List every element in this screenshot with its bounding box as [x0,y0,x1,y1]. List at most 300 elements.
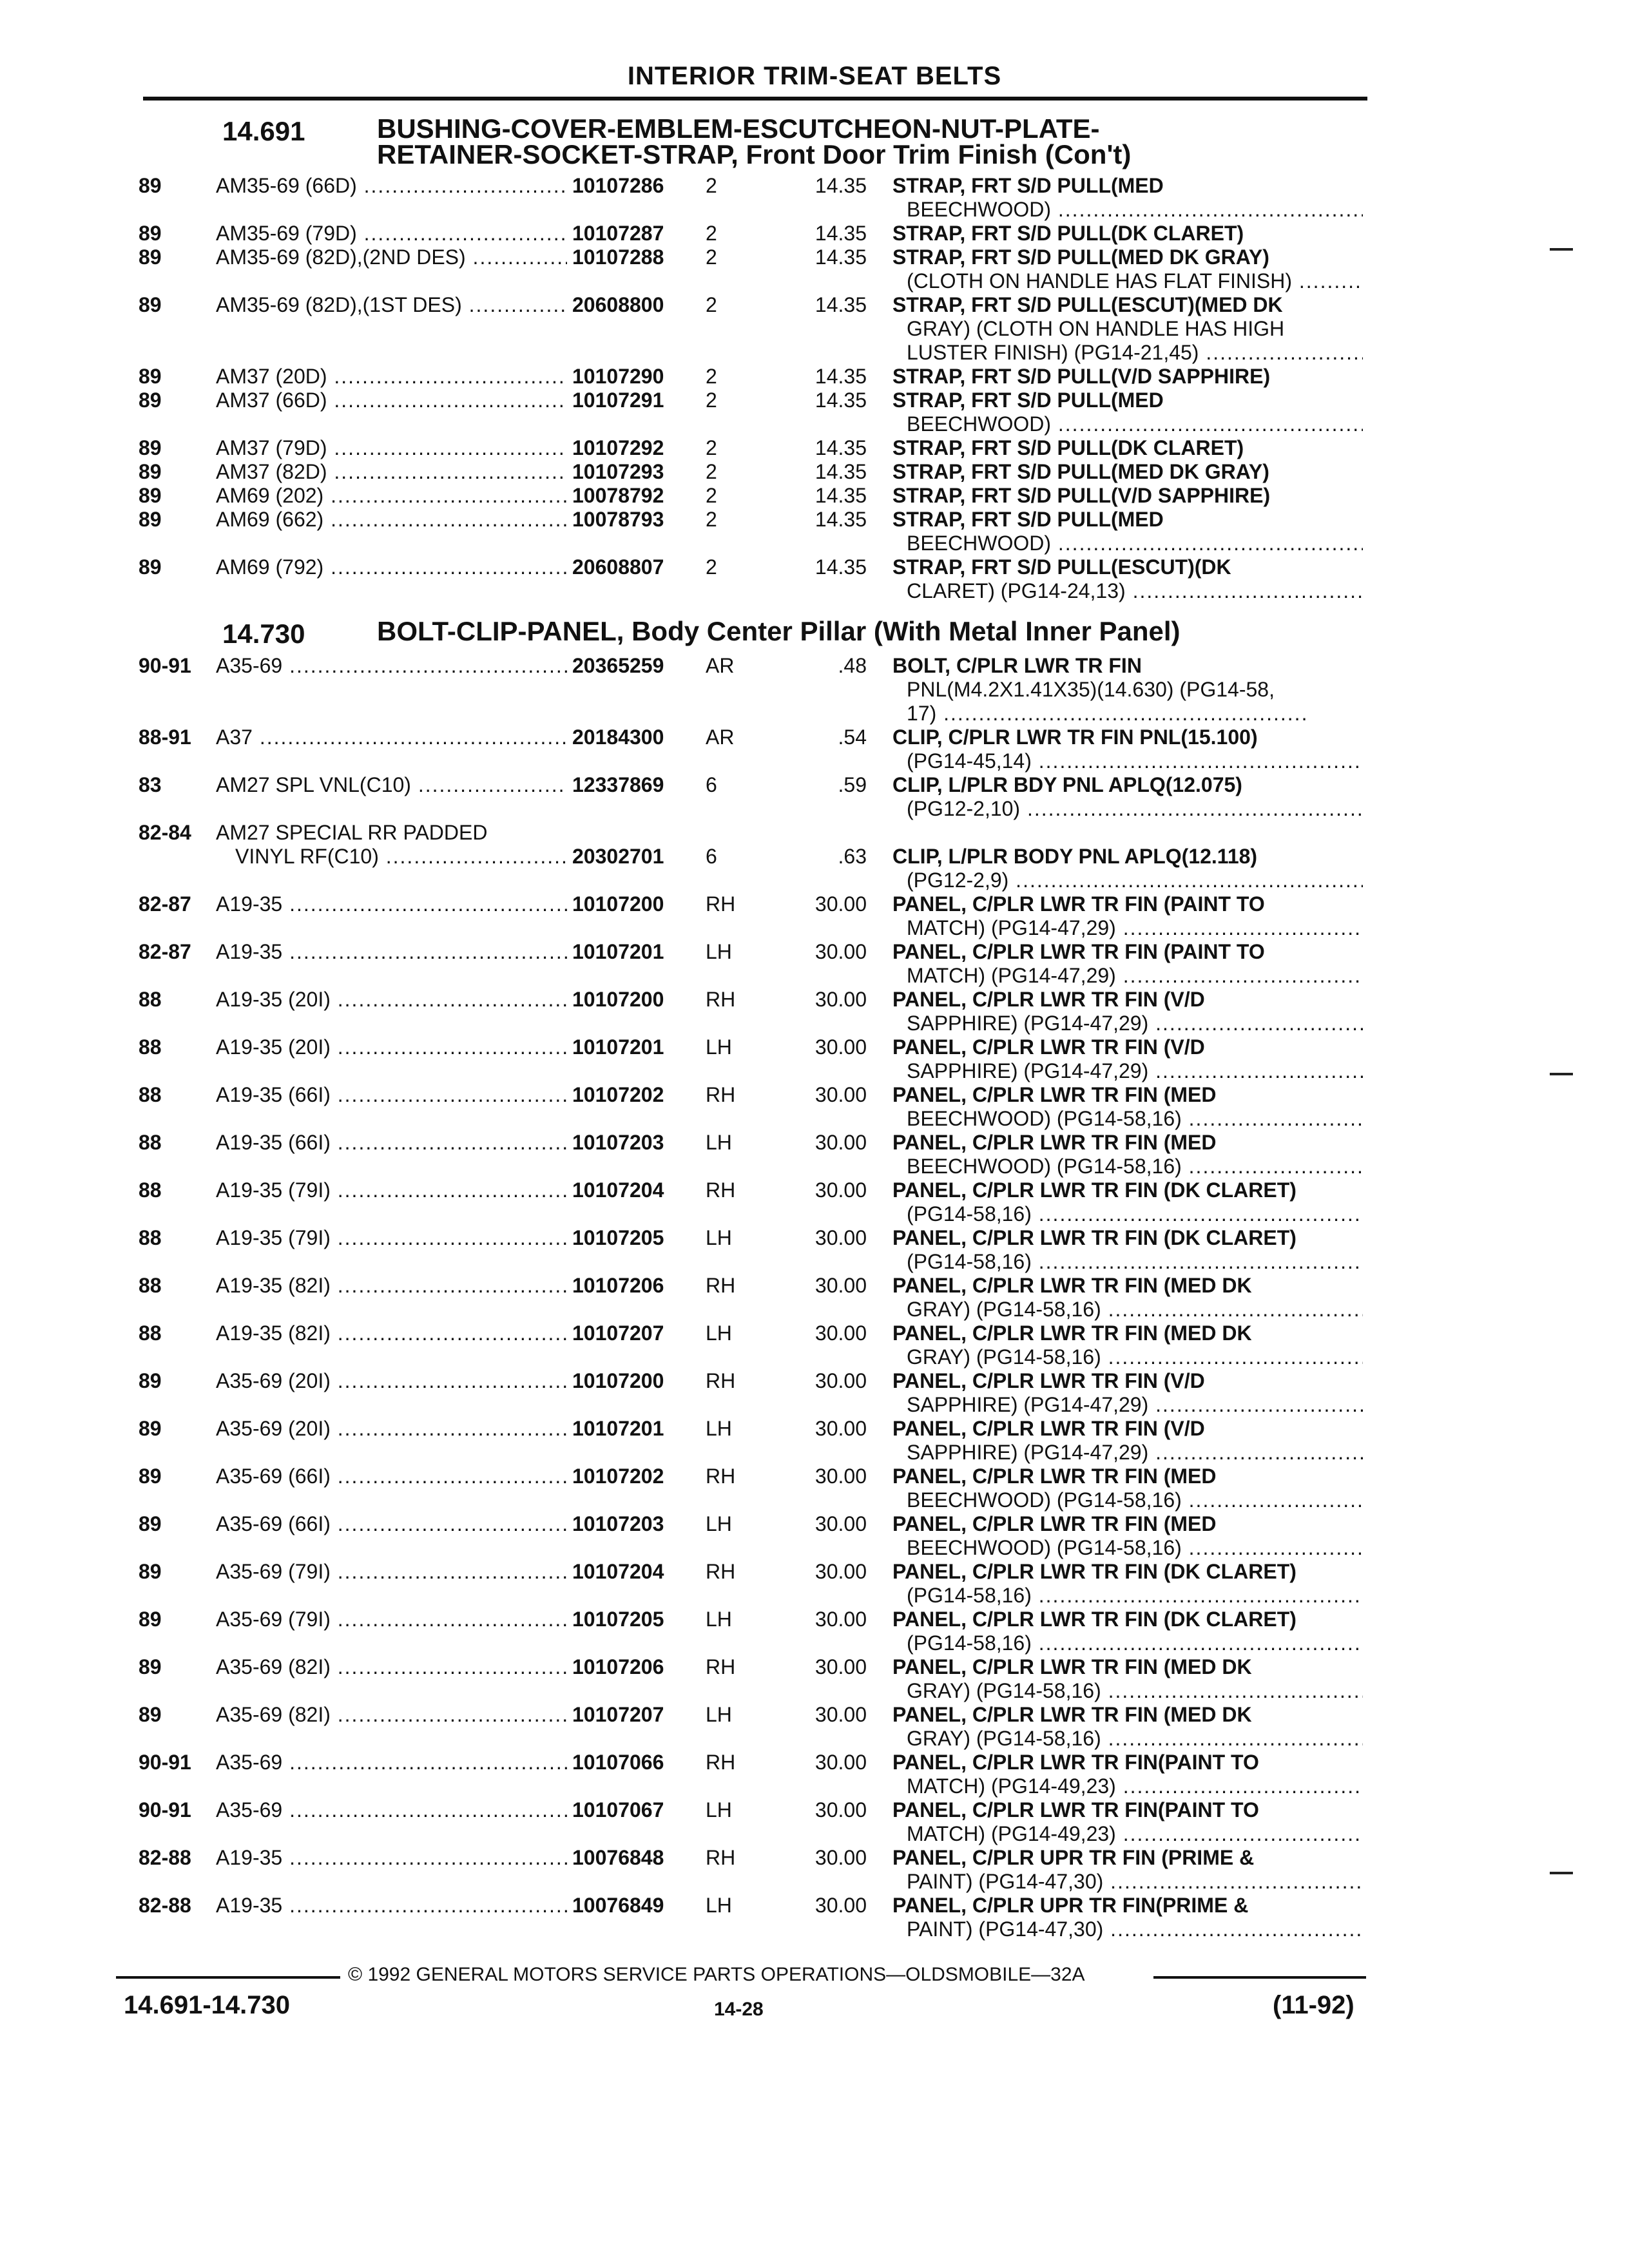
description-line: GRAY) (CLOTH ON HANDLE HAS HIGH [907,317,1285,340]
description-line: (PG12-2,10) ..... [892,797,1363,821]
model-year: 89 [139,460,162,483]
model-year: 89 [139,1560,162,1583]
header-rule [143,97,1367,101]
part-description [892,1465,1363,1512]
part-number: 10107200 [572,988,664,1011]
model-code [216,1083,567,1107]
section-title-line: BUSHING-COVER-EMBLEM-ESCUTCHEON-NUT-PLATE- [377,113,1100,144]
model-code [216,1608,567,1631]
margin-mark [1550,1872,1573,1874]
quantity: RH [706,1465,736,1488]
model-code-line: AM35-69 (82D),(2ND DES) ..... [216,245,567,269]
model-code [216,1846,567,1870]
description-line: SAPPHIRE) (PG14-47,29) ..... [892,1441,1363,1465]
part-number: 10107067 [572,1798,664,1821]
model-code-line: A19-35 (79I) ..... [216,1178,567,1202]
description-line: (PG14-58,16) ..... [892,1202,1363,1226]
model-code [216,1894,567,1917]
part-description [892,1178,1363,1226]
part-number: 20608807 [572,555,664,579]
part-description [892,245,1363,293]
model-year: 82-87 [139,940,191,963]
price: 14.35 [815,508,867,531]
model-code [216,1131,567,1155]
section-number: 14.691 [222,116,305,146]
quantity: 2 [706,484,717,507]
quantity: 2 [706,389,717,412]
model-code-line: A35-69 (20I) ..... [216,1369,567,1393]
section-title [377,113,1132,169]
model-year: 89 [139,1512,162,1535]
quantity: RH [706,1846,736,1869]
model-code [216,773,567,797]
price: 30.00 [815,1608,867,1631]
price: .63 [838,845,867,868]
model-year: 88 [139,1226,162,1249]
model-code [216,1178,567,1202]
model-code [216,988,567,1012]
description-line: SAPPHIRE) (PG14-47,29) ..... [892,1012,1363,1035]
model-code [216,365,567,389]
part-number: 10107202 [572,1465,664,1488]
quantity: RH [706,1655,736,1678]
description-line: (PG14-58,16) ..... [892,1631,1363,1655]
part-description [892,1751,1363,1798]
model-year: 88 [139,1274,162,1297]
part-description [892,1512,1363,1560]
quantity: LH [706,1417,732,1440]
model-year: 82-88 [139,1894,191,1917]
description-line: BEECHWOOD) (PG14-58,16) ..... [892,1536,1363,1560]
model-code-line: A35-69 (66I) ..... [216,1512,567,1536]
section-title-line: BOLT-CLIP-PANEL, Body Center Pillar (With Metal Inner Panel) [377,616,1181,646]
model-code-line: AM37 (20D) ..... [216,365,567,389]
quantity: 2 [706,293,717,316]
model-code [216,1226,567,1250]
price: 30.00 [815,1655,867,1678]
description-line: STRAP, FRT S/D PULL(MED DK GRAY) [892,460,1269,483]
model-year: 89 [139,174,162,197]
description-line: PANEL, C/PLR LWR TR FIN (MED DK [892,1274,1252,1297]
model-year: 89 [139,1608,162,1631]
description-line: MATCH) (PG14-49,23) ..... [892,1774,1363,1798]
part-number: 20608800 [572,293,664,316]
quantity: 2 [706,460,717,483]
model-code-line: AM69 (202) ..... [216,484,567,508]
model-code-line: A35-69 ..... [216,654,567,678]
description-line: GRAY) (PG14-58,16) ..... [892,1679,1363,1703]
price: 14.35 [815,293,867,316]
part-number: 10107202 [572,1083,664,1106]
model-code [216,940,567,964]
price: 30.00 [815,1321,867,1345]
description-line: PANEL, C/PLR LWR TR FIN (MED [892,1131,1217,1154]
description-line: (PG14-45,14) ..... [892,749,1363,773]
quantity: RH [706,1560,736,1583]
quantity: LH [706,1608,732,1631]
price: 14.35 [815,174,867,197]
model-code [216,1798,567,1822]
description-line: PANEL, C/PLR LWR TR FIN (MED DK [892,1703,1252,1726]
model-year: 89 [139,1703,162,1726]
model-year: 88-91 [139,726,191,749]
model-code-line: A37 ..... [216,726,567,749]
quantity: RH [706,1751,736,1774]
part-number: 10107286 [572,174,664,197]
part-number: 10107291 [572,389,664,412]
description-line: BOLT, C/PLR LWR TR FIN [892,654,1142,677]
part-number: 10076849 [572,1894,664,1917]
model-code [216,245,567,269]
price: 30.00 [815,1751,867,1774]
description-line: PANEL, C/PLR LWR TR FIN (V/D [892,1035,1205,1059]
quantity: RH [706,1274,736,1297]
description-line: BEECHWOOD) ..... [892,412,1363,436]
quantity: RH [706,892,736,916]
price: 30.00 [815,1846,867,1869]
model-code [216,1321,567,1345]
description-line: PANEL, C/PLR LWR TR FIN (V/D [892,1417,1205,1440]
section-title-line: RETAINER-SOCKET-STRAP, Front Door Trim Finish (Con't) [377,139,1132,169]
model-code [216,1560,567,1584]
part-description [892,892,1363,940]
model-year: 89 [139,1655,162,1678]
part-description [892,1798,1363,1846]
price: 30.00 [815,1560,867,1583]
price: 14.35 [815,484,867,507]
model-code-line: A19-35 (82I) ..... [216,1274,567,1298]
description-line: PANEL, C/PLR LWR TR FIN (MED DK [892,1321,1252,1345]
model-code-line: AM35-69 (82D),(1ST DES) ..... [216,293,567,317]
part-number: 10078792 [572,484,664,507]
model-year: 82-87 [139,892,191,916]
quantity: 2 [706,436,717,459]
price: .48 [838,654,867,677]
quantity: 2 [706,245,717,269]
part-description [892,389,1363,436]
model-code [216,174,567,198]
quantity: LH [706,1226,732,1249]
model-code-line: A35-69 (20I) ..... [216,1417,567,1441]
price: 14.35 [815,555,867,579]
model-code-line: A35-69 (66I) ..... [216,1465,567,1488]
model-code [216,1512,567,1536]
model-year: 89 [139,222,162,245]
description-line: LUSTER FINISH) (PG14-21,45) ..... [892,341,1363,365]
description-line: PANEL, C/PLR UPR TR FIN(PRIME & [892,1894,1249,1917]
description-line: STRAP, FRT S/D PULL(V/D SAPPHIRE) [892,365,1271,388]
description-line: STRAP, FRT S/D PULL(DK CLARET) [892,436,1244,459]
description-line: PNL(M4.2X1.41X35)(14.630) (PG14-58, [907,678,1275,701]
model-code [216,1655,567,1679]
quantity: LH [706,940,732,963]
model-year: 82-88 [139,1846,191,1869]
quantity: LH [706,1894,732,1917]
part-number: 20184300 [572,726,664,749]
model-code-line: A35-69 (79I) ..... [216,1560,567,1584]
model-code-line: A35-69 (82I) ..... [216,1655,567,1679]
part-description [892,1131,1363,1178]
part-number: 10076848 [572,1846,664,1869]
model-code [216,654,567,678]
model-code-line: AM27 SPL VNL(C10) ..... [216,773,567,797]
description-line: PANEL, C/PLR LWR TR FIN(PAINT TO [892,1798,1259,1821]
description-line: BEECHWOOD) ..... [892,532,1363,555]
part-description [892,726,1363,773]
price: 14.35 [815,365,867,388]
part-description [892,1417,1363,1465]
model-year: 88 [139,1178,162,1202]
margin-mark [1550,1073,1573,1075]
description-line: GRAY) (PG14-58,16) ..... [892,1298,1363,1321]
model-code [216,222,567,245]
price: 30.00 [815,1417,867,1440]
price: 30.00 [815,1512,867,1535]
model-code [216,555,567,579]
part-description [892,365,1363,389]
part-description [892,1369,1363,1417]
description-line: CLARET) (PG14-24,13) ..... [892,579,1363,603]
description-line: PANEL, C/PLR LWR TR FIN (V/D [892,1369,1205,1392]
model-code-line: A19-35 ..... [216,1894,567,1917]
part-number: 10107201 [572,1035,664,1059]
description-line: SAPPHIRE) (PG14-47,29) ..... [892,1059,1363,1083]
model-code [216,293,567,317]
price: 30.00 [815,1131,867,1154]
part-number: 10107203 [572,1512,664,1535]
model-year: 89 [139,389,162,412]
model-year: 89 [139,1465,162,1488]
description-line: CLIP, L/PLR BODY PNL APLQ(12.118) [892,845,1258,868]
model-year: 83 [139,773,162,796]
model-code-line: A35-69 (79I) ..... [216,1608,567,1631]
description-line: CLIP, C/PLR LWR TR FIN PNL(15.100) [892,726,1258,749]
part-number: 10107292 [572,436,664,459]
description-line: BEECHWOOD) (PG14-58,16) ..... [892,1488,1363,1512]
price: 30.00 [815,1178,867,1202]
footer-section-range: 14.691-14.730 [124,1991,291,2019]
part-description [892,940,1363,988]
model-code-line: AM37 (66D) ..... [216,389,567,412]
model-year: 88 [139,1083,162,1106]
quantity: 2 [706,555,717,579]
model-code-line: A19-35 (20I) ..... [216,1035,567,1059]
model-code-line: VINYL RF(C10) ..... [216,845,567,869]
page-title: INTERIOR TRIM-SEAT BELTS [627,62,1002,90]
model-code-line: A35-69 ..... [216,1798,567,1822]
quantity: 2 [706,365,717,388]
model-year: 88 [139,1131,162,1154]
model-code [216,1703,567,1727]
margin-mark [1550,248,1573,251]
quantity: LH [706,1512,732,1535]
description-line: STRAP, FRT S/D PULL(MED [892,389,1164,412]
quantity: RH [706,1369,736,1392]
part-description [892,1894,1363,1941]
quantity: RH [706,988,736,1011]
model-code-line: A19-35 (20I) ..... [216,988,567,1012]
section-title [377,616,1181,646]
part-description [892,1321,1363,1369]
price: 14.35 [815,389,867,412]
model-code-line: AM35-69 (79D) ..... [216,222,567,245]
price: 14.35 [815,222,867,245]
quantity: 6 [706,773,717,796]
part-number: 10107066 [572,1751,664,1774]
part-description [892,1703,1363,1751]
price: 30.00 [815,1035,867,1059]
description-line: STRAP, FRT S/D PULL(MED [892,508,1164,531]
description-line: MATCH) (PG14-47,29) ..... [892,916,1363,940]
model-year: 89 [139,484,162,507]
price: 30.00 [815,988,867,1011]
footer-date: (11-92) [1273,1991,1354,2019]
description-line: GRAY) (PG14-58,16) ..... [892,1345,1363,1369]
part-description [892,1226,1363,1274]
quantity: 2 [706,222,717,245]
model-code [216,389,567,412]
quantity: 2 [706,508,717,531]
description-line: CLIP, L/PLR BDY PNL APLQ(12.075) [892,773,1242,796]
model-code-line: AM35-69 (66D) ..... [216,174,567,198]
part-description [892,484,1363,508]
part-number: 10107204 [572,1178,664,1202]
part-description [892,1846,1363,1894]
description-line: PANEL, C/PLR UPR TR FIN (PRIME & [892,1846,1255,1869]
part-description [892,1608,1363,1655]
part-description [892,1274,1363,1321]
part-number: 10107290 [572,365,664,388]
part-description [892,222,1363,245]
model-code-line: A19-35 (79I) ..... [216,1226,567,1250]
price: 30.00 [815,1083,867,1106]
price: 30.00 [815,1226,867,1249]
price: .54 [838,726,867,749]
description-line: PANEL, C/PLR LWR TR FIN (V/D [892,988,1205,1011]
footer-rule-left [116,1976,340,1979]
price: 30.00 [815,892,867,916]
description-line: (PG12-2,9) ..... [892,869,1363,892]
description-line: STRAP, FRT S/D PULL(DK CLARET) [892,222,1244,245]
part-number: 20302701 [572,845,664,868]
model-code-line: A19-35 (66I) ..... [216,1083,567,1107]
part-number: 10107201 [572,1417,664,1440]
model-code [216,436,567,460]
footer-copyright: © 1992 GENERAL MOTORS SERVICE PARTS OPERATIONS—OLDSMOBILE—32A [348,1964,1085,1985]
model-code-line: A19-35 (82I) ..... [216,1321,567,1345]
model-year: 88 [139,1321,162,1345]
price: 14.35 [815,245,867,269]
description-line: PANEL, C/PLR LWR TR FIN (MED [892,1512,1217,1535]
description-line: PANEL, C/PLR LWR TR FIN (MED DK [892,1655,1252,1678]
model-code-line: A35-69 (82I) ..... [216,1703,567,1727]
description-line: MATCH) (PG14-49,23) ..... [892,1822,1363,1846]
part-number: 10107288 [572,245,664,269]
part-description [892,293,1363,365]
description-line: PANEL, C/PLR LWR TR FIN (PAINT TO [892,892,1265,916]
model-code-line: A19-35 ..... [216,1846,567,1870]
part-number: 10107207 [572,1703,664,1726]
description-line: (CLOTH ON HANDLE HAS FLAT FINISH) ..... [892,269,1363,293]
price: 30.00 [815,940,867,963]
model-year: 89 [139,555,162,579]
part-number: 10078793 [572,508,664,531]
price: .59 [838,773,867,796]
part-number: 10107206 [572,1274,664,1297]
quantity: RH [706,1083,736,1106]
model-year: 89 [139,245,162,269]
model-year: 90-91 [139,654,191,677]
quantity: LH [706,1703,732,1726]
price: 30.00 [815,1798,867,1821]
model-year: 89 [139,1417,162,1440]
model-year: 89 [139,436,162,459]
model-code-line: A19-35 ..... [216,940,567,964]
description-line: PANEL, C/PLR LWR TR FIN(PAINT TO [892,1751,1259,1774]
model-year: 89 [139,365,162,388]
part-description [892,988,1363,1035]
part-number: 10107200 [572,1369,664,1392]
part-number: 10107205 [572,1608,664,1631]
price: 30.00 [815,1703,867,1726]
description-line: SAPPHIRE) (PG14-47,29) ..... [892,1393,1363,1417]
model-code [216,726,567,749]
description-line: PANEL, C/PLR LWR TR FIN (MED [892,1083,1217,1106]
part-description [892,1083,1363,1131]
model-code-line: AM37 (79D) ..... [216,436,567,460]
description-line: PANEL, C/PLR LWR TR FIN (DK CLARET) [892,1226,1296,1249]
price: 30.00 [815,1465,867,1488]
model-code [216,460,567,484]
model-year: 89 [139,293,162,316]
description-line: STRAP, FRT S/D PULL(ESCUT)(MED DK [892,293,1283,316]
model-code [216,1035,567,1059]
model-code-line: A35-69 ..... [216,1751,567,1774]
quantity: AR [706,726,735,749]
description-line: STRAP, FRT S/D PULL(MED DK GRAY) [892,245,1269,269]
part-number: 10107203 [572,1131,664,1154]
quantity: 2 [706,174,717,197]
quantity: LH [706,1798,732,1821]
quantity: RH [706,1178,736,1202]
description-line: PANEL, C/PLR LWR TR FIN (MED [892,1465,1217,1488]
model-year: 88 [139,1035,162,1059]
quantity: LH [706,1035,732,1059]
model-code-line: A19-35 ..... [216,892,567,916]
model-code-line: AM69 (792) ..... [216,555,567,579]
description-line: (PG14-58,16) ..... [892,1584,1363,1608]
part-description [892,436,1363,460]
part-number: 10107200 [572,892,664,916]
footer-rule-right [1153,1976,1366,1979]
price: 30.00 [815,1894,867,1917]
price: 14.35 [815,436,867,459]
model-year: 90-91 [139,1751,191,1774]
part-description [892,1655,1363,1703]
model-code-line: AM27 SPECIAL RR PADDED [216,821,488,844]
description-line: PAINT) (PG14-47,30) ..... [892,1870,1363,1894]
description-line: GRAY) (PG14-58,16) ..... [892,1727,1363,1751]
part-description [892,773,1363,821]
description-line: 17) ..... [892,702,1363,726]
part-number: 12337869 [572,773,664,796]
footer-page-number: 14-28 [714,1999,764,2020]
model-code [216,484,567,508]
part-number: 10107206 [572,1655,664,1678]
model-code [216,1751,567,1774]
description-line: PANEL, C/PLR LWR TR FIN (DK CLARET) [892,1178,1296,1202]
description-line: PAINT) (PG14-47,30) ..... [892,1917,1363,1941]
